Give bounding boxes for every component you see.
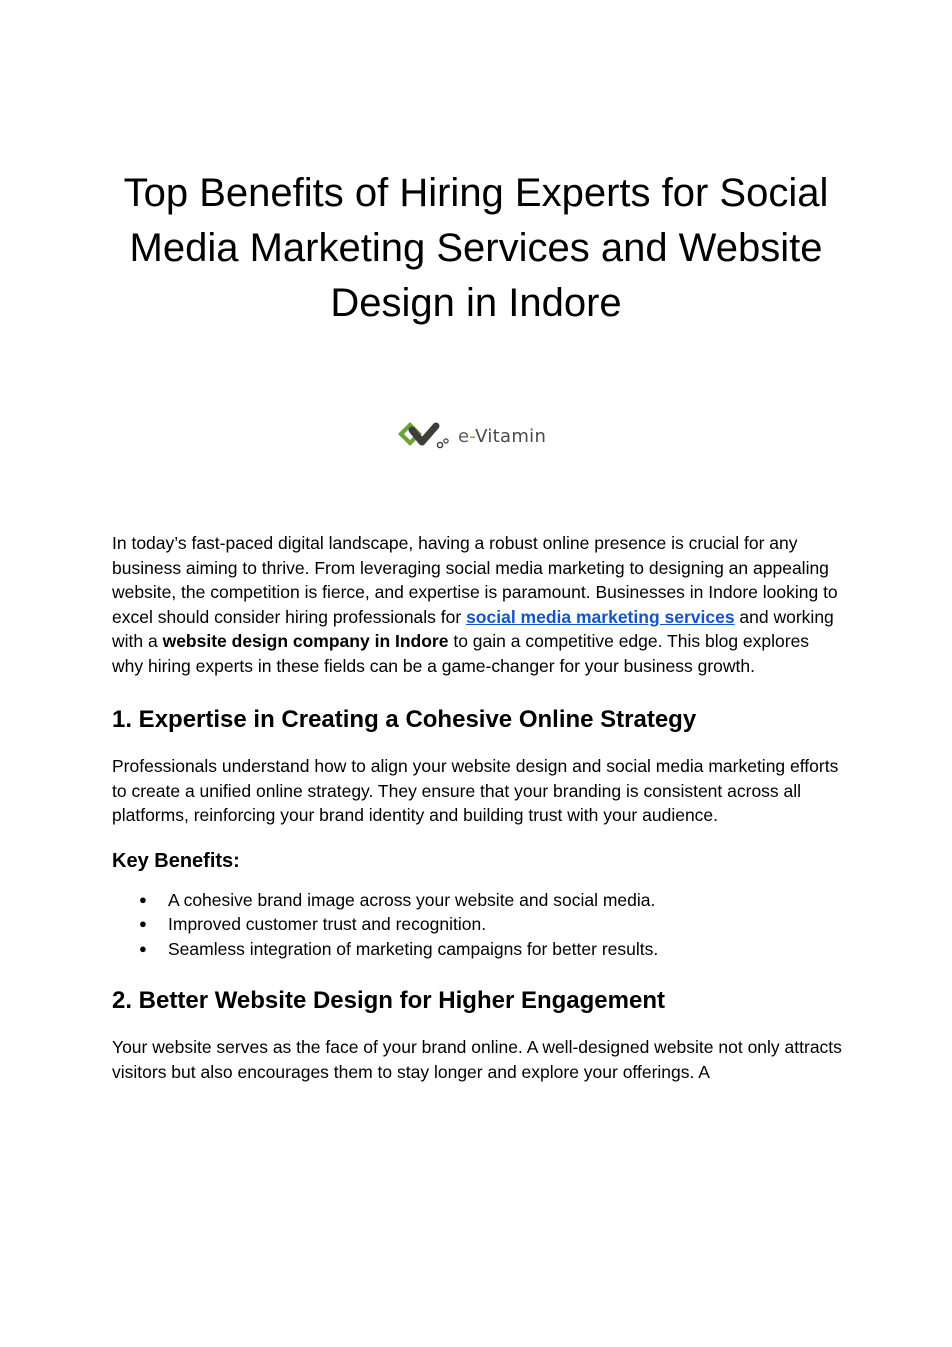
e-vitamin-logo-mark [396, 418, 452, 454]
section-1-heading: 1. Expertise in Creating a Cohesive Online Strategy [112, 706, 697, 733]
logo-wordmark: e-Vitamin [458, 425, 547, 447]
bullet-icon: ● [139, 940, 147, 956]
e-vitamin-logo [396, 416, 566, 456]
document-title: Top Benefits of Hiring Experts for Social Media Marketing Services and Website Design in Indore [123, 171, 829, 325]
bold-phrase: website design company in Indore [162, 631, 449, 651]
list-item: ● Improved customer trust and recognition. [112, 912, 842, 937]
list-item: ● A cohesive brand image across your website and social media. [112, 888, 842, 913]
key-benefits-list [112, 888, 842, 962]
bullet-icon: ● [139, 891, 147, 907]
section-2-heading: 2. Better Website Design for Higher Engagement [112, 987, 665, 1014]
section-2-paragraph: Your website serves as the face of your brand online. A well-designed website not only attracts visitors but also encourages them to stay longer and explore your offerings. A [112, 1037, 842, 1082]
bullet-icon: ● [139, 916, 147, 931]
section-1-paragraph: Professionals understand how to align your website design and social media marketing efforts to create a unified online strategy. They ensure that your branding is consistent across all platforms, reinforcing your brand identity and building trust with your audience. [112, 756, 839, 825]
document-body [112, 531, 842, 1084]
social-media-marketing-link[interactable]: social media marketing services [466, 606, 735, 627]
key-benefits-heading: Key Benefits: [112, 849, 240, 872]
list-item: ● Seamless integration of marketing campaigns for better results. [112, 937, 842, 962]
intro-paragraph: In today’s fast-paced digital landscape, having a robust online presence is crucial for any business aiming to thrive. From leveraging social media marketing to designing an appealing website, the competition is fierce, and expertise is paramount. Businesses in Indore looking to excel should consider hiring professionals for social media marketing services and working with a website design company in Indore to gain a competitive edge. This blog explores why hiring experts in these fields can be a game-changer for your business growth. [112, 533, 838, 676]
